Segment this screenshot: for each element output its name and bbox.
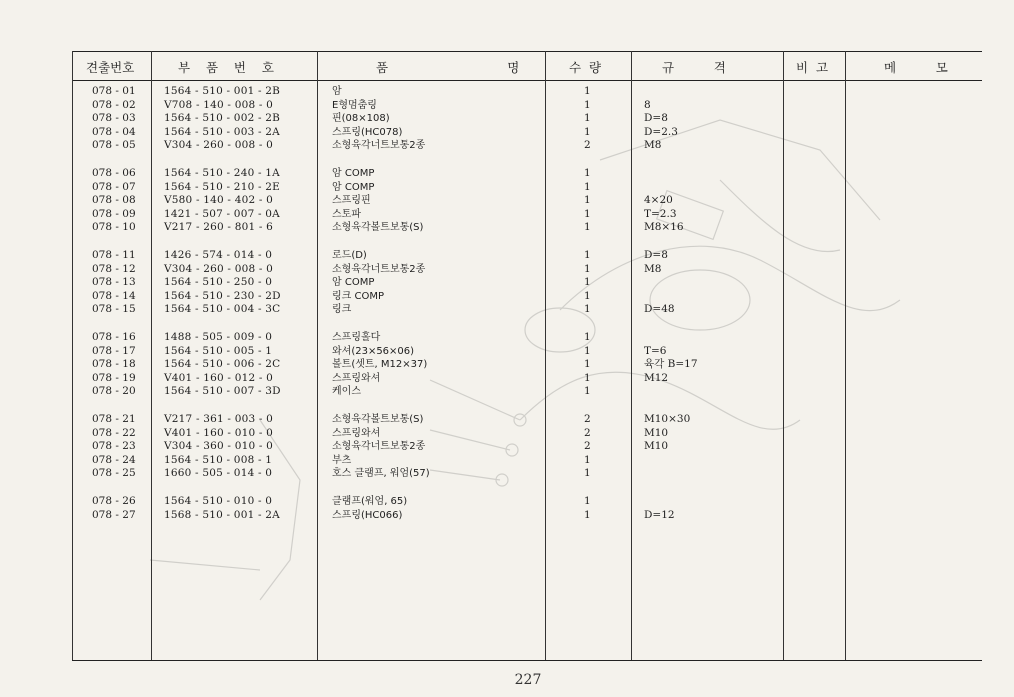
table-bottom-rule: [72, 660, 982, 661]
qty-cell: 1: [584, 194, 591, 207]
qty-cell: 1: [584, 85, 591, 97]
item-no-cell: 078 - 01: [92, 85, 136, 97]
table-row: [0, 167, 1014, 180]
table-row: [0, 85, 1014, 98]
item-no-cell: 078 - 12: [92, 262, 136, 275]
table-row: [0, 99, 1014, 112]
spec-cell: T=2.3: [644, 207, 677, 220]
part-name-cell: 암: [332, 86, 342, 97]
part-name-cell: 스프링홀다: [332, 332, 381, 343]
spec-cell: M8×16: [644, 221, 684, 234]
part-name-cell: 스프링와셔: [332, 427, 381, 439]
part-name-cell: 소형육각너트보통2종: [332, 263, 426, 275]
part-name-cell: 와셔(23×56×06): [332, 345, 415, 357]
table-row: [0, 290, 1014, 303]
qty-cell: 2: [584, 440, 591, 453]
part-no-cell: V401 - 160 - 010 - 0: [164, 426, 274, 439]
part-name-cell: E형멈춤링: [332, 99, 377, 111]
part-no-cell: 1421 - 507 - 007 - 0A: [164, 207, 280, 220]
spec-cell: 육각 B=17: [644, 358, 698, 371]
spec-cell: M10×30: [644, 413, 691, 425]
item-no-cell: 078 - 16: [92, 331, 136, 343]
qty-cell: 1: [584, 467, 591, 480]
part-no-cell: V304 - 260 - 008 - 0: [164, 262, 274, 275]
item-no-cell: 078 - 21: [92, 413, 136, 425]
part-name-cell: 암 COMP: [332, 181, 375, 193]
part-name-cell: 스토파: [332, 208, 361, 220]
part-no-cell: 1564 - 510 - 240 - 1A: [164, 167, 280, 179]
item-no-cell: 078 - 26: [92, 495, 136, 507]
part-no-cell: 1564 - 510 - 001 - 2B: [164, 85, 281, 97]
qty-cell: 1: [584, 167, 591, 179]
part-no-cell: V304 - 260 - 008 - 0: [164, 139, 274, 152]
qty-cell: 2: [584, 413, 591, 425]
table-row: [0, 345, 1014, 358]
spec-cell: M10: [644, 440, 669, 453]
part-no-cell: V217 - 361 - 003 - 0: [164, 413, 274, 425]
item-no-cell: 078 - 14: [92, 289, 136, 302]
qty-cell: 1: [584, 207, 591, 220]
table-row: [0, 276, 1014, 289]
part-no-cell: 1564 - 510 - 006 - 2C: [164, 358, 281, 371]
qty-cell: 1: [584, 495, 591, 507]
item-no-cell: 078 - 25: [92, 467, 136, 480]
part-no-cell: V580 - 140 - 402 - 0: [164, 194, 274, 207]
part-no-cell: V708 - 140 - 008 - 0: [164, 98, 274, 111]
spec-cell: 4×20: [644, 194, 673, 207]
qty-cell: 1: [584, 303, 591, 316]
part-name-cell: 링크: [332, 304, 352, 316]
qty-cell: 2: [584, 426, 591, 439]
table-row: [0, 358, 1014, 371]
part-name-cell: 소형육각너트보통2종: [332, 441, 426, 453]
qty-cell: 1: [584, 453, 591, 466]
table-row: [0, 181, 1014, 194]
table-row: [0, 303, 1014, 316]
spec-cell: D=48: [644, 303, 675, 316]
qty-cell: 1: [584, 221, 591, 234]
part-name-cell: 호스 클램프, 워엄(57): [332, 468, 430, 480]
table-row: [0, 331, 1014, 344]
part-no-cell: V401 - 160 - 012 - 0: [164, 371, 274, 384]
table-row: [0, 440, 1014, 453]
item-no-cell: 078 - 15: [92, 303, 136, 316]
part-no-cell: 1564 - 510 - 230 - 2D: [164, 289, 281, 302]
part-no-cell: 1568 - 510 - 001 - 2A: [164, 508, 280, 521]
item-no-cell: 078 - 20: [92, 385, 136, 398]
item-no-cell: 078 - 02: [92, 98, 136, 111]
qty-cell: 1: [584, 249, 591, 261]
item-no-cell: 078 - 27: [92, 508, 136, 521]
table-row: [0, 194, 1014, 207]
spec-cell: M12: [644, 371, 669, 384]
qty-cell: 1: [584, 276, 591, 289]
part-no-cell: 1564 - 510 - 007 - 3D: [164, 385, 281, 398]
qty-cell: 1: [584, 180, 591, 193]
qty-cell: 1: [584, 371, 591, 384]
item-no-cell: 078 - 09: [92, 207, 136, 220]
qty-cell: 1: [584, 262, 591, 275]
part-no-cell: 1564 - 510 - 003 - 2A: [164, 125, 280, 138]
spec-cell: D=8: [644, 249, 668, 261]
table-row: [0, 249, 1014, 262]
header-qty: 수 량: [569, 60, 602, 75]
table-row: [0, 221, 1014, 234]
spec-cell: T=6: [644, 344, 667, 357]
header-remark: 비 고: [796, 60, 829, 75]
table-row: [0, 495, 1014, 508]
part-no-cell: 1564 - 510 - 210 - 2E: [164, 180, 281, 193]
part-no-cell: 1564 - 510 - 010 - 0: [164, 495, 273, 507]
table-row: [0, 467, 1014, 480]
table-row: [0, 454, 1014, 467]
qty-cell: 1: [584, 289, 591, 302]
part-no-cell: 1564 - 510 - 002 - 2B: [164, 112, 281, 125]
header-spec: 규 격: [662, 60, 726, 75]
spec-cell: D=2.3: [644, 125, 678, 138]
part-name-cell: 클램프(워엄, 65): [332, 496, 408, 507]
part-name-cell: 볼트(셋트, M12×37): [332, 359, 428, 371]
table-row: [0, 385, 1014, 398]
part-name-cell: 암 COMP: [332, 277, 375, 289]
item-no-cell: 078 - 11: [92, 249, 136, 261]
part-name-cell: 스프링핀: [332, 195, 371, 207]
part-no-cell: 1564 - 510 - 250 - 0: [164, 276, 273, 289]
header-item-no: 견출번호: [86, 60, 135, 75]
table-row: [0, 112, 1014, 125]
part-name-cell: 스프링와셔: [332, 372, 381, 384]
part-no-cell: 1488 - 505 - 009 - 0: [164, 331, 273, 343]
part-name-cell: 스프링(HC078): [332, 126, 403, 138]
item-no-cell: 078 - 24: [92, 453, 136, 466]
table-row: [0, 126, 1014, 139]
part-no-cell: 1564 - 510 - 005 - 1: [164, 344, 273, 357]
part-name-cell: 소형육각너트보통2종: [332, 140, 426, 152]
part-name-cell: 로드(D): [332, 250, 367, 261]
spec-cell: M8: [644, 262, 662, 275]
spec-cell: M10: [644, 426, 669, 439]
table-row: [0, 509, 1014, 522]
header-part-no: 부 품 번 호: [178, 60, 274, 75]
qty-cell: 1: [584, 125, 591, 138]
table-row: [0, 413, 1014, 426]
table-row: [0, 427, 1014, 440]
table-row: [0, 372, 1014, 385]
item-no-cell: 078 - 19: [92, 371, 136, 384]
part-no-cell: 1564 - 510 - 004 - 3C: [164, 303, 281, 316]
part-no-cell: 1564 - 510 - 008 - 1: [164, 453, 273, 466]
item-no-cell: 078 - 18: [92, 358, 136, 371]
qty-cell: 2: [584, 139, 591, 152]
item-no-cell: 078 - 17: [92, 344, 136, 357]
spec-cell: 8: [644, 98, 651, 111]
part-name-cell: 소형육각볼트보통(S): [332, 222, 424, 234]
qty-cell: 1: [584, 358, 591, 371]
item-no-cell: 078 - 03: [92, 112, 136, 125]
spec-cell: M8: [644, 139, 662, 152]
table-row: [0, 208, 1014, 221]
part-name-cell: 핀(08×108): [332, 113, 390, 125]
item-no-cell: 078 - 10: [92, 221, 136, 234]
item-no-cell: 078 - 13: [92, 276, 136, 289]
item-no-cell: 078 - 05: [92, 139, 136, 152]
item-no-cell: 078 - 07: [92, 180, 136, 193]
item-no-cell: 078 - 23: [92, 440, 136, 453]
table-row: [0, 139, 1014, 152]
item-no-cell: 078 - 08: [92, 194, 136, 207]
part-no-cell: 1426 - 574 - 014 - 0: [164, 249, 273, 261]
qty-cell: 1: [584, 331, 591, 343]
spec-cell: D=8: [644, 112, 668, 125]
spec-cell: D=12: [644, 508, 675, 521]
table-row: [0, 263, 1014, 276]
part-name-cell: 링크 COMP: [332, 290, 385, 302]
header-name: 품 명: [376, 60, 520, 75]
qty-cell: 1: [584, 508, 591, 521]
qty-cell: 1: [584, 98, 591, 111]
qty-cell: 1: [584, 112, 591, 125]
part-name-cell: 암 COMP: [332, 168, 375, 179]
part-name-cell: 부츠: [332, 454, 352, 466]
item-no-cell: 078 - 04: [92, 125, 136, 138]
part-no-cell: 1660 - 505 - 014 - 0: [164, 467, 273, 480]
part-name-cell: 스프링(HC066): [332, 509, 403, 521]
page-number: 227: [514, 672, 542, 688]
part-name-cell: 소형육각볼트보통(S): [332, 414, 424, 425]
qty-cell: 1: [584, 385, 591, 398]
qty-cell: 1: [584, 344, 591, 357]
part-name-cell: 케이스: [332, 386, 361, 398]
part-no-cell: V304 - 360 - 010 - 0: [164, 440, 274, 453]
item-no-cell: 078 - 22: [92, 426, 136, 439]
item-no-cell: 078 - 06: [92, 167, 136, 179]
header-memo: 메 모: [884, 60, 948, 75]
part-no-cell: V217 - 260 - 801 - 6: [164, 221, 274, 234]
